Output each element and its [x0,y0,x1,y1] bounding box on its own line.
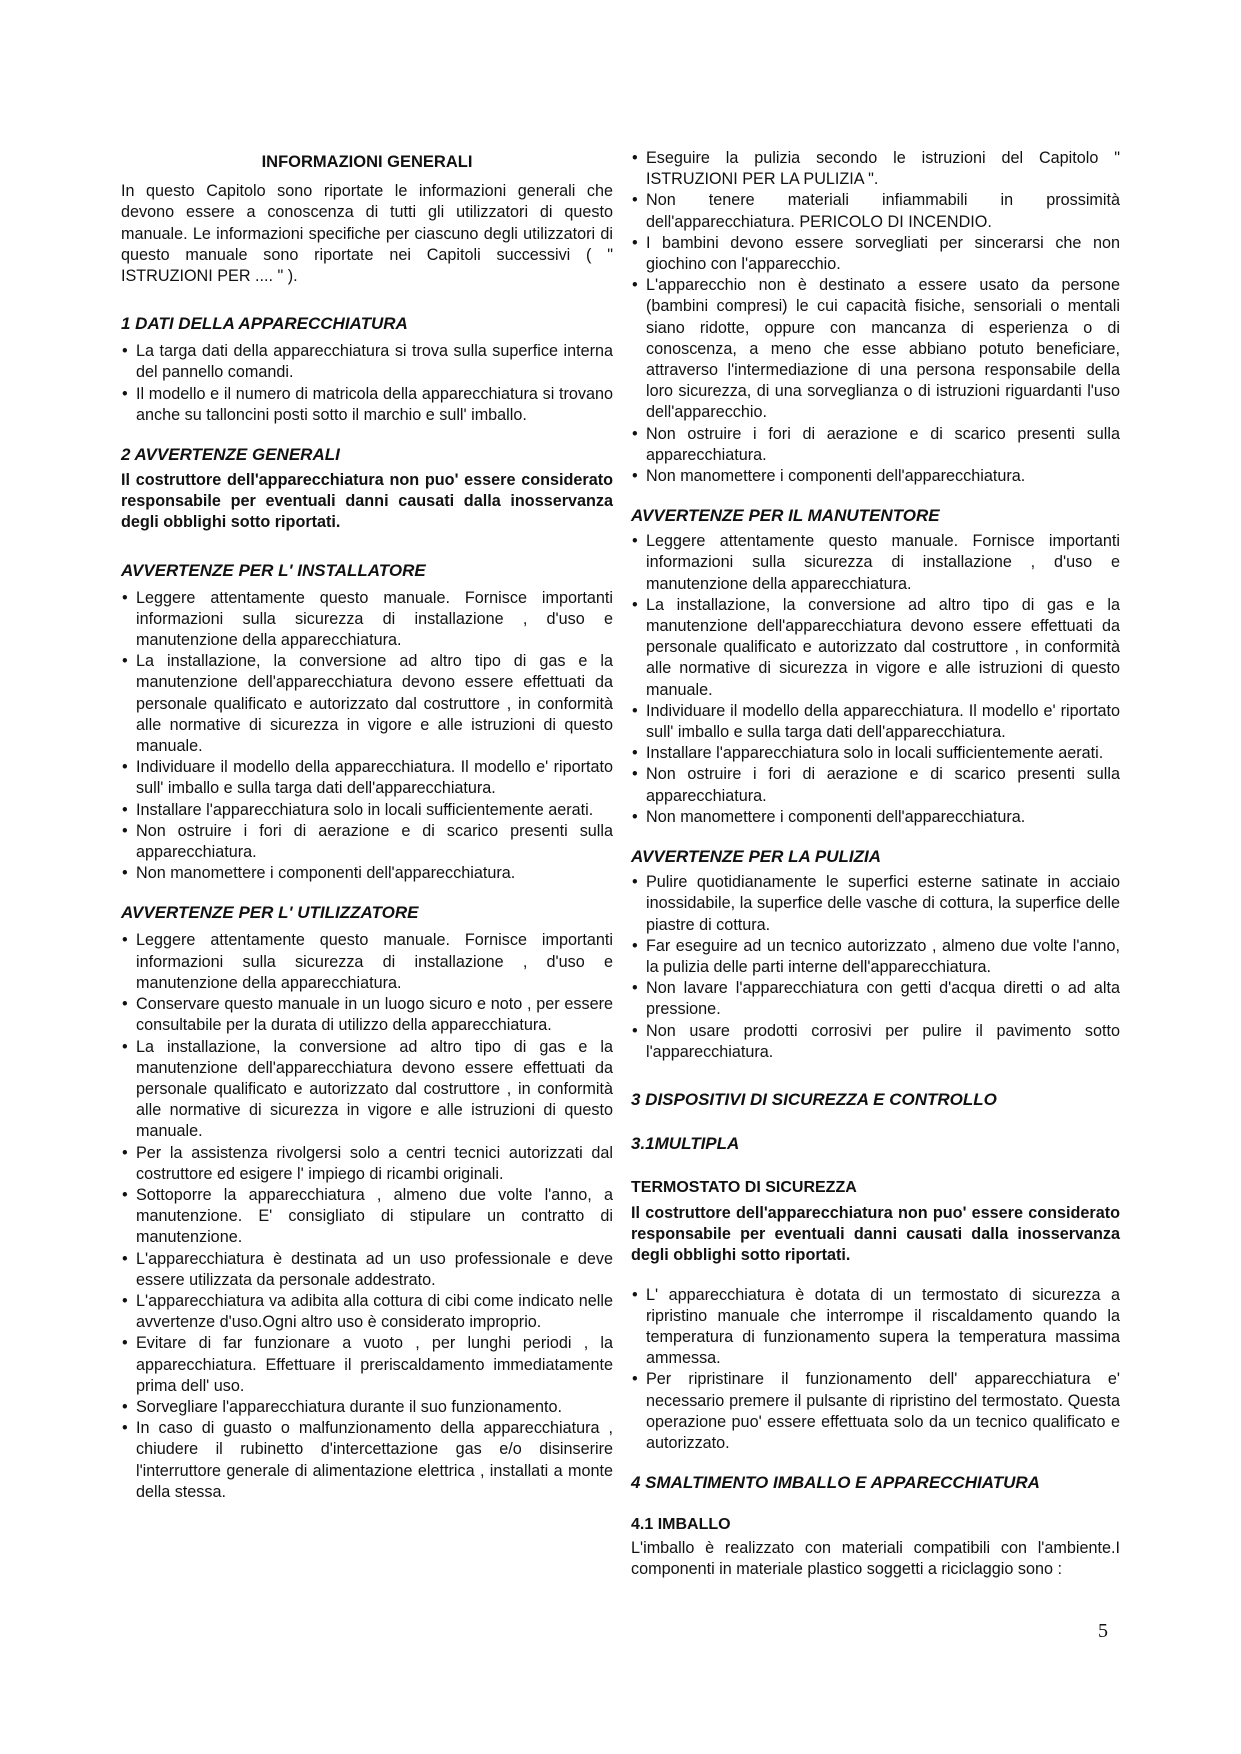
section-4-1-heading: 4.1 IMBALLO [631,1516,731,1534]
section-4-heading: 4 SMALTIMENTO IMBALLO E APPARECCHIATURA [631,1473,1040,1493]
intro-paragraph: In questo Capitolo sono riportate le informazioni generali che devono essere a conoscenza di tutti gli utilizzatori di questo manuale. Le informazioni specifiche per ciascuno degli utilizzatori di questo manuale sono riportate nei Capitoli successivi ( " ISTRUZIONI PER .... " ). [121,182,613,286]
list-item: • Installare l'apparecchiatura solo in locali sufficientemente aerati. [121,800,613,821]
list-item: • Sorvegliare l'apparecchiatura durante il suo funzionamento. [121,1397,613,1418]
list-item: • L' apparecchiatura è dotata di un termostato di sicurezza a ripristino manuale che interrompe il riscaldamento quando la temperatura di funzionamento supera la temperatura massima ammessa. [631,1285,1120,1370]
list-item: • Il modello e il numero di matricola della apparecchiatura si trovano anche su talloncini posti sotto il marchio e sull' imballo. [121,384,613,426]
list-item: • La installazione, la conversione ad altro tipo di gas e la manutenzione dell'apparecchiatura devono essere effettuati da personale qualificato e autorizzato dal costruttore , in conformità alle normative di sicurezza in vigore e alle istruzioni di questo manuale. [631,595,1120,701]
list-item: • La targa dati della apparecchiatura si trova sulla superfice interna del pannello comandi. [121,341,613,383]
list-item: • Evitare di far funzionare a vuoto , per lunghi periodi , la apparecchiatura. Effettuare il preriscaldamento immediatamente prima dell' uso. [121,1333,613,1397]
general-info-title: INFORMAZIONI GENERALI [261,153,473,171]
thermostat-warning: Il costruttore dell'apparecchiatura non puo' essere considerato responsabile per eventuali danni causati dalla inosservanza degli obblighi sotto riportati. [631,1203,1120,1265]
list-item: • Non lavare l'apparecchiatura con getti d'acqua diretti o ad alta pressione. [631,978,1120,1020]
page-number: 5 [1098,1620,1108,1642]
list-item: • Per ripristinare il funzionamento dell' apparecchiatura e' necessario premere il pulsante di ripristino del termostato. Questa operazione puo' essere effettuata solo da un tecnico qualificato e autorizzato. [631,1369,1120,1454]
list-item: • Conservare questo manuale in un luogo sicuro e noto , per essere consultabile per la durata di utilizzo della apparecchiatura. [121,994,613,1036]
installer-list [121,588,613,885]
section-2-warning: Il costruttore dell'apparecchiatura non puo' essere considerato responsabile per eventuali danni causati dalla inosservanza degli obblighi sotto riportati. [121,471,613,532]
list-item: • L'apparecchio non è destinato a essere usato da persone (bambini compresi) le cui capacità fisiche, sensoriali o mentali siano ridotte, oppure con mancanza di esperienza o di conoscenza, a meno che esse abbiano potuto beneficiare, attraverso l'intermediazione di una persona responsabile della loro sicurezza, di una sorveglianza o di istruzioni riguardanti l'uso dell'apparecchio. [631,275,1120,423]
list-item: • Leggere attentamente questo manuale. Fornisce importanti informazioni sulla sicurezza di installazione , d'uso e manutenzione della apparecchiatura. [631,531,1120,595]
list-item: • Non ostruire i fori di aerazione e di scarico presenti sulla apparecchiatura. [631,424,1120,466]
list-item: • Non tenere materiali infiammabili in prossimità dell'apparecchiatura. PERICOLO DI INCENDIO. [631,190,1120,232]
list-item: • Far eseguire ad un tecnico autorizzato , almeno due volte l'anno, la pulizia delle parti interne dell'apparecchiatura. [631,936,1120,978]
list-item: • Non manomettere i componenti dell'apparecchiatura. [121,863,613,884]
left-column [121,148,613,1503]
list-item: • La installazione, la conversione ad altro tipo di gas e la manutenzione dell'apparecchiatura devono essere effettuati da personale qualificato e autorizzato dal costruttore , in conformità alle normative di sicurezza in vigore e alle istruzioni di questo manuale. [121,1037,613,1143]
list-item: • Non manomettere i componenti dell'apparecchiatura. [631,807,1120,828]
list-item: • I bambini devono essere sorvegliati per sincerarsi che non giochino con l'apparecchio. [631,233,1120,275]
section-3-heading: 3 DISPOSITIVI DI SICUREZZA E CONTROLLO [631,1089,997,1109]
list-item: • Per la assistenza rivolgersi solo a centri tecnici autorizzati dal costruttore ed esigere l' impiego di ricambi originali. [121,1143,613,1185]
maintainer-list [631,531,1120,828]
list-item: • Non usare prodotti corrosivi per pulire il pavimento sotto l'apparecchiatura. [631,1021,1120,1063]
right-column [631,148,1120,1581]
user-list-continued [631,148,1120,487]
list-item: • L'apparecchiatura è destinata ad un uso professionale e deve essere utilizzata da personale addestrato. [121,1249,613,1291]
list-item: • Pulire quotidianamente le superfici esterne satinate in acciaio inossidabile, la superfice delle vasche di cottura, la superfice delle piastre di cottura. [631,872,1120,936]
maintainer-heading: AVVERTENZE PER IL MANUTENTORE [631,506,940,526]
packaging-paragraph: L'imballo è realizzato con materiali compatibili con l'ambiente.I componenti in materiale plastico soggetti a riciclaggio sono : [631,1539,1120,1579]
thermostat-heading: TERMOSTATO DI SICUREZZA [631,1178,857,1196]
list-item: • Installare l'apparecchiatura solo in locali sufficientemente aerati. [631,743,1120,764]
list-item: • L'apparecchiatura va adibita alla cottura di cibi come indicato nelle avvertenze d'uso.Ogni altro uso è considerato improprio. [121,1291,613,1333]
cleaning-list [631,872,1120,1063]
section-1-heading: 1 DATI DELLA APPARECCHIATURA [121,314,408,334]
user-heading: AVVERTENZE PER L' UTILIZZATORE [121,903,419,923]
list-item: • Eseguire la pulizia secondo le istruzioni del Capitolo " ISTRUZIONI PER LA PULIZIA ". [631,148,1120,190]
list-item: • Individuare il modello della apparecchiatura. Il modello e' riportato sull' imballo e sulla targa dati dell'apparecchiatura. [121,757,613,799]
thermostat-list [631,1285,1120,1455]
list-item: • Leggere attentamente questo manuale. Fornisce importanti informazioni sulla sicurezza di installazione , d'uso e manutenzione della apparecchiatura. [121,588,613,652]
user-list [121,930,613,1502]
list-item: • Individuare il modello della apparecchiatura. Il modello e' riportato sull' imballo e sulla targa dati dell'apparecchiatura. [631,701,1120,743]
list-item: • Sottoporre la apparecchiatura , almeno due volte l'anno, a manutenzione. E' consigliato di stipulare un contratto di manutenzione. [121,1185,613,1249]
list-item: • Non ostruire i fori di aerazione e di scarico presenti sulla apparecchiatura. [631,764,1120,806]
section-2-heading: 2 AVVERTENZE GENERALI [121,445,340,465]
list-item: • In caso di guasto o malfunzionamento della apparecchiatura , chiudere il rubinetto d'intercettazione gas e/o disinserire l'interruttore generale di alimentazione elettrica , installati a monte della stessa. [121,1418,613,1503]
cleaning-heading: AVVERTENZE PER LA PULIZIA [631,847,881,867]
installer-heading: AVVERTENZE PER L' INSTALLATORE [121,560,426,580]
section-1-list [121,341,613,426]
list-item: • Non ostruire i fori di aerazione e di scarico presenti sulla apparecchiatura. [121,821,613,863]
list-item: • Non manomettere i componenti dell'apparecchiatura. [631,466,1120,487]
list-item: • La installazione, la conversione ad altro tipo di gas e la manutenzione dell'apparecchiatura devono essere effettuati da personale qualificato e autorizzato dal costruttore , in conformità alle normative di sicurezza in vigore e alle istruzioni di questo manuale. [121,651,613,757]
list-item: • Leggere attentamente questo manuale. Fornisce importanti informazioni sulla sicurezza di installazione , d'uso e manutenzione della apparecchiatura. [121,930,613,994]
section-3-1-heading: 3.1MULTIPLA [631,1133,740,1153]
